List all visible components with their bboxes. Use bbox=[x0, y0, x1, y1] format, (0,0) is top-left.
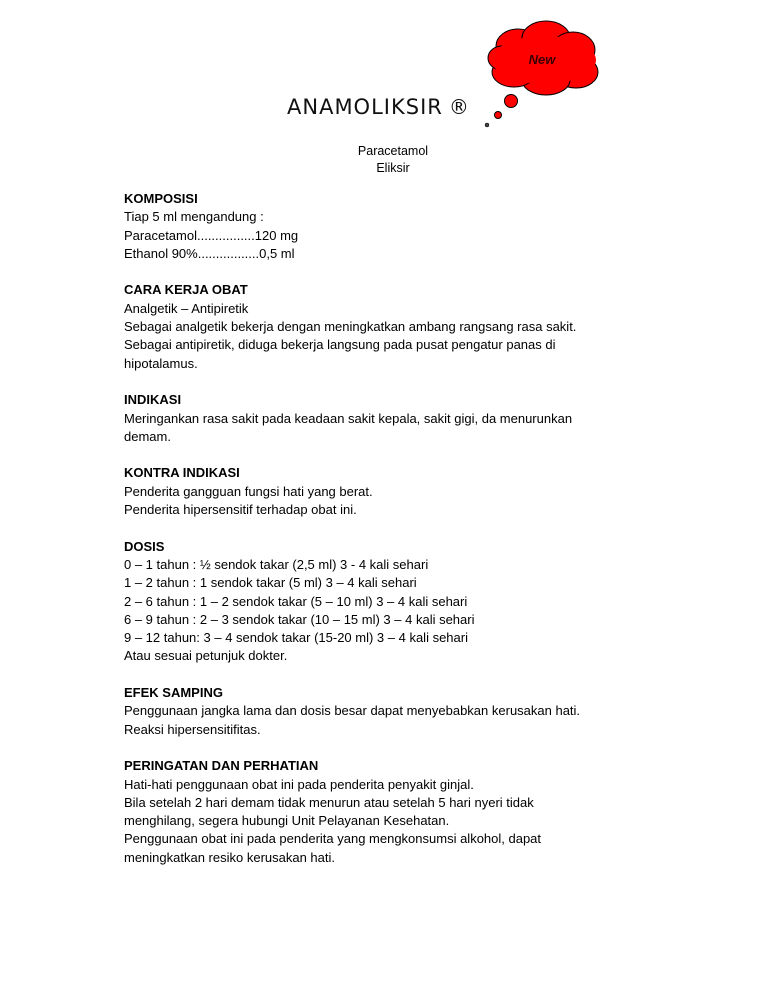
section-line: Meringankan rasa sakit pada keadaan sakit kepala, sakit gigi, da menurunkan bbox=[124, 410, 573, 426]
new-badge bbox=[478, 16, 608, 136]
section-cara-kerja-obat bbox=[124, 281, 644, 372]
section-line: Sebagai analgetik bekerja dengan meningkatkan ambang rangsang rasa sakit. bbox=[124, 319, 577, 335]
section-line: 2 – 6 tahun : 1 – 2 sendok takar (5 – 10 ml) 3 – 4 kali sehari bbox=[124, 593, 468, 609]
section-line: Penggunaan obat ini pada penderita yang mengkonsumsi alkohol, dapat bbox=[124, 831, 542, 847]
section-line: Paracetamol................120 mg bbox=[124, 227, 299, 243]
section-line: 0 – 1 tahun : ½ sendok takar (2,5 ml) 3 - 4 kali sehari bbox=[124, 556, 429, 572]
section-line: Hati-hati penggunaan obat ini pada penderita penyakit ginjal. bbox=[124, 776, 474, 792]
section-line: 1 – 2 tahun : 1 sendok takar (5 ml) 3 – 4 kali sehari bbox=[124, 575, 417, 591]
cloud-shape bbox=[478, 16, 608, 136]
new-badge-label: New bbox=[528, 52, 556, 67]
section-line: Tiap 5 ml mengandung : bbox=[124, 209, 264, 225]
section-heading: DOSIS bbox=[124, 538, 165, 554]
section-line: menghilang, segera hubungi Unit Pelayanan Kesehatan. bbox=[124, 813, 450, 829]
section-line: Bila setelah 2 hari demam tidak menurun atau setelah 5 hari nyeri tidak bbox=[124, 794, 534, 810]
section-peringatan-dan-perhatian bbox=[124, 757, 644, 867]
section-line: meningkatkan resiko kerusakan hati. bbox=[124, 849, 336, 865]
section-efek-samping bbox=[124, 684, 644, 739]
section-kontra-indikasi bbox=[124, 464, 644, 519]
leaflet-body bbox=[124, 190, 644, 885]
product-title bbox=[287, 95, 470, 119]
section-dosis bbox=[124, 538, 644, 666]
section-line: Atau sesuai petunjuk dokter. bbox=[124, 648, 288, 664]
product-subtitle-form: Eliksir bbox=[376, 161, 410, 175]
section-line: Sebagai antipiretik, diduga bekerja langsung pada pusat pengatur panas di bbox=[124, 337, 556, 353]
section-heading: EFEK SAMPING bbox=[124, 685, 223, 701]
section-line: Penderita gangguan fungsi hati yang berat. bbox=[124, 483, 373, 499]
section-heading: KOMPOSISI bbox=[124, 191, 198, 206]
section-line: Analgetik – Antipiretik bbox=[124, 300, 249, 316]
thought-bubble-dot bbox=[485, 123, 489, 127]
section-line: Reaksi hipersensitifitas. bbox=[124, 721, 261, 737]
thought-bubble-dot bbox=[505, 95, 518, 108]
section-heading: CARA KERJA OBAT bbox=[124, 282, 248, 298]
section-line: 6 – 9 tahun : 2 – 3 sendok takar (10 – 15 ml) 3 – 4 kali sehari bbox=[124, 611, 475, 627]
registered-mark: ® bbox=[448, 95, 470, 119]
section-line: hipotalamus. bbox=[124, 355, 198, 371]
section-line: 9 – 12 tahun: 3 – 4 sendok takar (15-20 ml) 3 – 4 kali sehari bbox=[124, 630, 468, 646]
thought-bubble-dot bbox=[495, 112, 502, 119]
section-indikasi bbox=[124, 391, 644, 446]
product-subtitle-generic: Paracetamol bbox=[357, 144, 429, 158]
product-name: ANAMOLIKSIR bbox=[287, 95, 443, 119]
section-line: demam. bbox=[124, 428, 171, 444]
section-heading: PERINGATAN DAN PERHATIAN bbox=[124, 758, 319, 774]
section-line: Ethanol 90%.................0,5 ml bbox=[124, 245, 295, 261]
section-heading: INDIKASI bbox=[124, 392, 182, 408]
section-line: Penggunaan jangka lama dan dosis besar dapat menyebabkan kerusakan hati. bbox=[124, 703, 581, 719]
section-line: Penderita hipersensitif terhadap obat ini. bbox=[124, 502, 357, 518]
section-heading: KONTRA INDIKASI bbox=[124, 465, 240, 481]
section-komposisi bbox=[124, 190, 644, 263]
